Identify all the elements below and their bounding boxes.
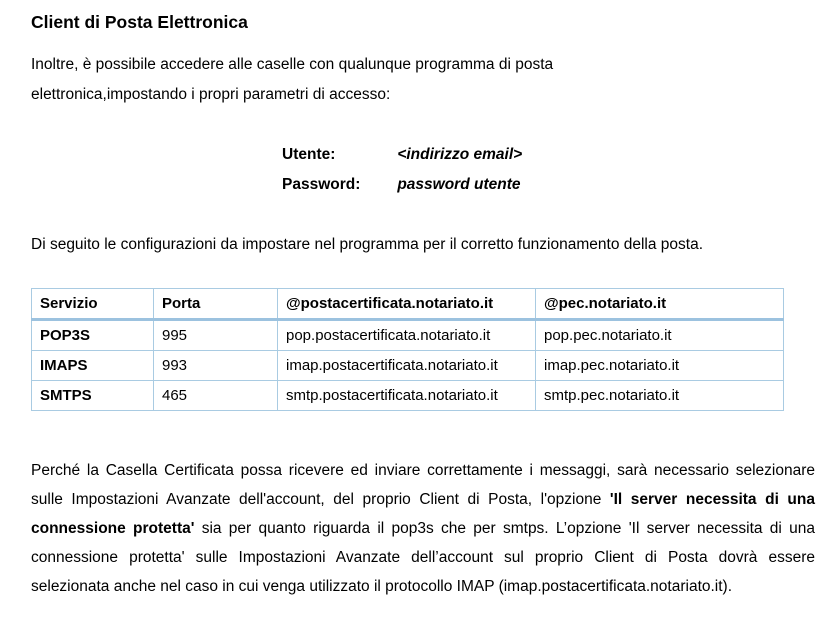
cell-postacertificata-host: smtp.postacertificata.notariato.it bbox=[278, 381, 536, 411]
header-servizio: Servizio bbox=[32, 289, 154, 320]
header-postacertificata-domain: @postacertificata.notariato.it bbox=[278, 289, 536, 320]
cell-service: IMAPS bbox=[32, 351, 154, 381]
header-porta: Porta bbox=[154, 289, 278, 320]
table-header-row bbox=[32, 289, 784, 320]
closing-bold-option: 'Il server necessita di una connessione protetta' bbox=[31, 491, 815, 537]
table-row-pop3s bbox=[32, 320, 784, 351]
credential-value-password: password utente bbox=[397, 176, 521, 193]
closing-text-2: sia per quanto riguarda il pop3s che per smtps. L’opzione 'Il server necessita di una connessione protetta' sulle Impostazioni Avanzate dell’account sul proprio Client di Posta dovrà essere selezionata anche nel caso in cui venga utilizzato il protocollo IMAP (imap.postacertificata.notariato.it). bbox=[31, 520, 815, 595]
cell-postacertificata-host: pop.postacertificata.notariato.it bbox=[278, 320, 536, 351]
cell-port: 993 bbox=[154, 351, 278, 381]
table-row-imaps bbox=[32, 351, 784, 381]
header-pec-domain: @pec.notariato.it bbox=[536, 289, 784, 320]
cell-port: 995 bbox=[154, 320, 278, 351]
credential-label-password: Password: bbox=[282, 176, 361, 193]
config-intro-paragraph: Di seguito le configurazioni da impostare nel programma per il corretto funzionamento della posta. bbox=[31, 236, 704, 253]
table-row-smtps bbox=[32, 381, 784, 411]
cell-pec-host: pop.pec.notariato.it bbox=[536, 320, 784, 351]
credential-label-utente: Utente: bbox=[282, 146, 336, 163]
cell-pec-host: smtp.pec.notariato.it bbox=[536, 381, 784, 411]
closing-text-1: Perché la Casella Certificata possa ricevere ed inviare correttamente i messaggi, sarà necessario selezionare sulle Impostazioni Avanzate dell'account, del proprio Client di Posta, l'opzione bbox=[31, 462, 815, 508]
credential-row-password bbox=[282, 170, 815, 200]
cell-service: POP3S bbox=[32, 320, 154, 351]
cell-service: SMTPS bbox=[32, 381, 154, 411]
cell-postacertificata-host: imap.postacertificata.notariato.it bbox=[278, 351, 536, 381]
mail-config-table bbox=[31, 288, 784, 411]
cell-pec-host: imap.pec.notariato.it bbox=[536, 351, 784, 381]
cell-port: 465 bbox=[154, 381, 278, 411]
page-title: Client di Posta Elettronica bbox=[31, 12, 248, 32]
credentials-block bbox=[31, 140, 815, 200]
intro-line-1: Inoltre, è possibile accedere alle caselle con qualunque programma di posta bbox=[31, 56, 554, 73]
credential-value-utente: <indirizzo email> bbox=[397, 146, 523, 163]
credential-row-utente bbox=[282, 140, 815, 170]
closing-paragraph bbox=[31, 456, 815, 601]
intro-line-2: elettronica,impostando i propri parametri di accesso: bbox=[31, 86, 391, 103]
intro-paragraph bbox=[31, 50, 815, 110]
